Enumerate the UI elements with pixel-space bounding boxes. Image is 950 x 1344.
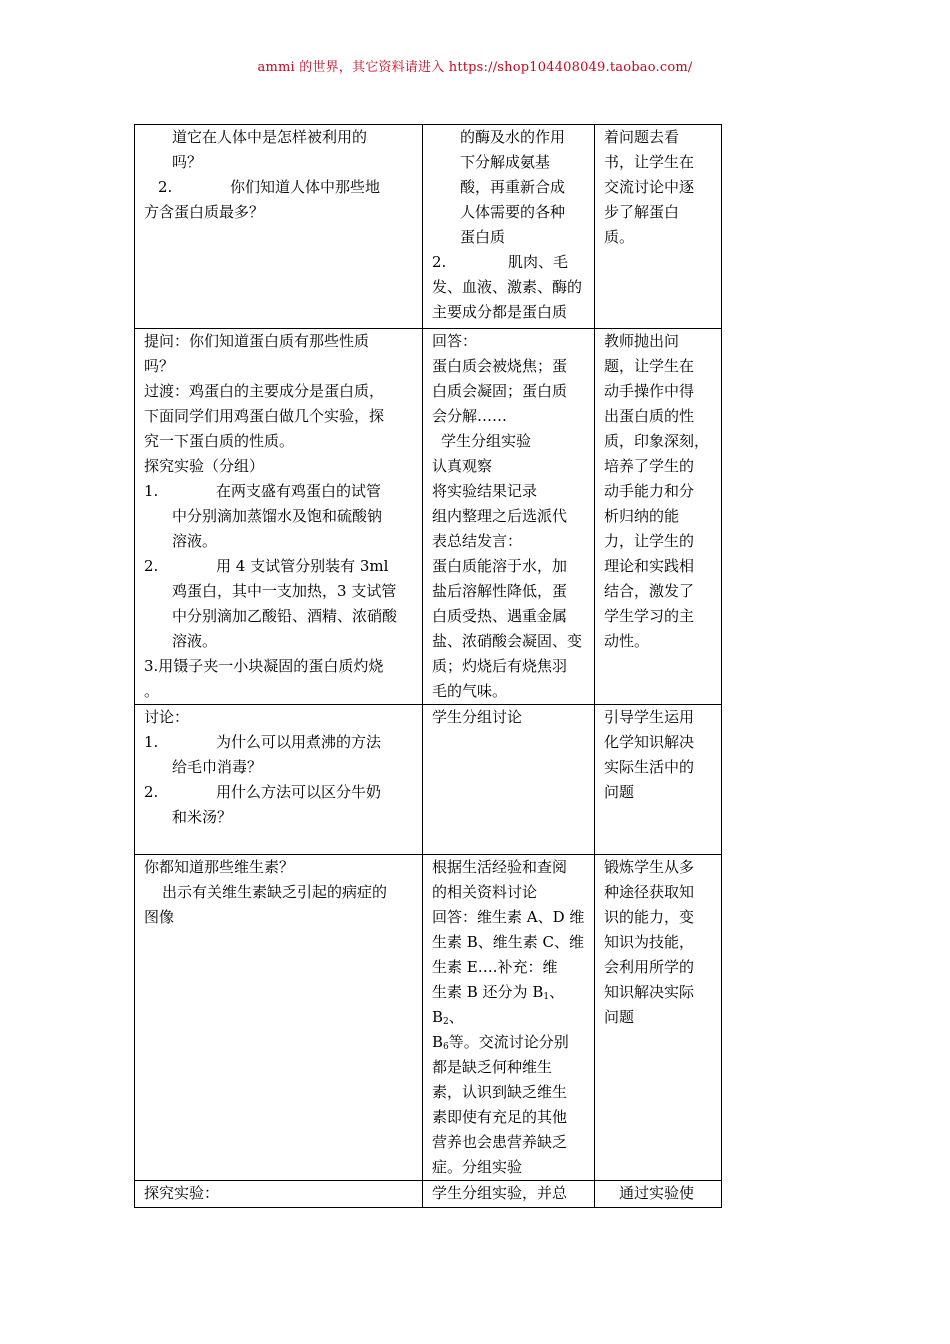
- cell-text-line: 书，让学生在: [604, 153, 695, 171]
- cell-text-line: 通过实验使: [619, 1184, 695, 1202]
- teacher-activity-cell: [135, 125, 423, 329]
- cell-text-line: 动手能力和分: [604, 482, 695, 500]
- cell-text-line: 学生分组实验: [441, 432, 532, 450]
- cell-text-line: 理论和实践相: [604, 557, 695, 575]
- subscript: 6: [443, 1042, 449, 1052]
- cell-text-line: 培养了学生的: [604, 457, 695, 475]
- cell-text-line: 回答：: [432, 332, 478, 350]
- cell-text-line: 方含蛋白质最多？: [144, 203, 265, 221]
- cell-text-line: 探究实验（分组）: [144, 457, 265, 475]
- table-row: [135, 1181, 722, 1208]
- design-intent-cell: [595, 125, 722, 329]
- cell-text-line: 下面同学们用鸡蛋白做几个实验，探: [144, 407, 385, 425]
- cell-text-line: 的酶及水的作用: [460, 128, 566, 146]
- list-number: 1.: [144, 733, 159, 751]
- cell-text-line: 交流讨论中逐: [604, 178, 695, 196]
- cell-text-line: 吗？: [172, 153, 203, 171]
- cell-text-line: 结合，激发了: [604, 582, 695, 600]
- student-activity-cell: [423, 1181, 595, 1208]
- cell-text-line: 中分别滴加乙酸铅、酒精、浓硝酸: [172, 607, 398, 625]
- cell-text-line: 锻炼学生从多: [604, 858, 695, 876]
- cell-text-line: 毛的气味。: [432, 682, 508, 700]
- cell-text-line: 白质会凝固；蛋白质: [432, 382, 568, 400]
- cell-text-line: 用什么方法可以区分牛奶: [216, 783, 382, 801]
- cell-text-line: 认真观察: [432, 457, 493, 475]
- table-row: [135, 705, 722, 855]
- cell-text-line: [432, 980, 585, 1030]
- cell-text-line: 给毛巾消毒？: [172, 758, 263, 776]
- cell-text-line: 白质受热、遇重金属: [432, 607, 568, 625]
- cell-text-line: 出蛋白质的性: [604, 407, 695, 425]
- cell-text-line: 人体需要的各种: [460, 203, 566, 221]
- cell-text-line: 会分解……: [432, 407, 508, 425]
- cell-text-line: 道它在人体中是怎样被利用的: [172, 128, 368, 146]
- cell-text-line: 为什么可以用煮沸的方法: [216, 733, 382, 751]
- cell-text-line: 识的能力，变: [604, 908, 695, 926]
- list-item: [144, 730, 413, 755]
- cell-text-line: 生素 E….补充：维: [432, 958, 558, 976]
- list-item: [144, 479, 413, 504]
- cell-text-line: 质。: [604, 228, 635, 246]
- cell-text-line: 动性。: [604, 632, 650, 650]
- cell-text-line: 吗？: [144, 357, 175, 375]
- cell-text-line: 究一下蛋白质的性质。: [144, 432, 295, 450]
- list-item: [144, 554, 413, 579]
- cell-text-line: 会利用所学的: [604, 958, 695, 976]
- cell-text-line: 生素 B、维生素 C、维: [432, 933, 585, 951]
- teacher-activity-cell: [135, 329, 423, 705]
- student-activity-cell: [423, 855, 595, 1181]
- list-item: [432, 250, 585, 275]
- cell-text-line: 探究实验：: [144, 1184, 220, 1202]
- cell-text-line: 步了解蛋白: [604, 203, 680, 221]
- student-activity-cell: [423, 329, 595, 705]
- cell-text-line: 盐、浓硝酸会凝固、变: [432, 632, 583, 650]
- cell-text-line: 的相关资料讨论: [432, 883, 538, 901]
- cell-text-line: 和米汤？: [172, 808, 233, 826]
- cell-text-line: 种途径获取知: [604, 883, 695, 901]
- cell-text-line: 讨论：: [144, 708, 190, 726]
- cell-text-line: 教师抛出问: [604, 332, 680, 350]
- cell-text-line: 你都知道那些维生素？: [144, 858, 295, 876]
- cell-text-line: 回答：维生素 A、D 维: [432, 908, 585, 926]
- table-row: [135, 125, 722, 329]
- list-number: 2.: [432, 253, 447, 271]
- cell-text-line: 用 4 支试管分别装有 3ml: [216, 557, 389, 575]
- cell-text-line: 学生分组实验，并总: [432, 1184, 568, 1202]
- table-row: [135, 329, 722, 705]
- list-number: 2.: [144, 557, 159, 575]
- cell-text-line: 蛋白质: [460, 228, 506, 246]
- teacher-activity-cell: [135, 1181, 423, 1208]
- cell-text-line: 将实验结果记录: [432, 482, 538, 500]
- text-run: B: [432, 1033, 444, 1051]
- cell-text-line: [432, 1030, 585, 1055]
- cell-text-line: 组内整理之后选派代: [432, 507, 568, 525]
- subscript: 1: [543, 992, 550, 1002]
- cell-text-line: 质，印象深刻，: [604, 432, 710, 450]
- list-item: [144, 175, 413, 200]
- cell-text-line: 过渡：鸡蛋白的主要成分是蛋白质，: [144, 382, 385, 400]
- cell-text-line: 素，认识到缺乏维生: [432, 1083, 568, 1101]
- cell-text-line: 盐后溶解性降低，蛋: [432, 582, 568, 600]
- design-intent-cell: [595, 705, 722, 855]
- cell-text-line: 。: [144, 682, 160, 700]
- cell-text-line: 动手操作中得: [604, 382, 695, 400]
- list-number: 2.: [144, 783, 159, 801]
- cell-text-line: 学生分组讨论: [432, 708, 523, 726]
- student-activity-cell: [423, 125, 595, 329]
- teacher-activity-cell: [135, 705, 423, 855]
- cell-text-line: 你们知道人体中那些地: [230, 178, 381, 196]
- cell-text-line: 题，让学生在: [604, 357, 695, 375]
- cell-text-line: 图像: [144, 908, 175, 926]
- cell-text-line: 蛋白质能溶于水，加: [432, 557, 568, 575]
- cell-text-line: 3.用镊子夹一小块凝固的蛋白质灼烧: [144, 657, 384, 675]
- design-intent-cell: [595, 329, 722, 705]
- cell-text-line: 学生学习的主: [604, 607, 695, 625]
- cell-text-line: 主要成分都是蛋白质: [432, 303, 568, 321]
- cell-text-line: 素即使有充足的其他: [432, 1108, 568, 1126]
- list-item: [144, 780, 413, 805]
- text-run: 、B: [432, 983, 565, 1026]
- text-run: 等。交流讨论分别: [448, 1033, 569, 1051]
- cell-text-line: 都是缺乏何种维生: [432, 1058, 553, 1076]
- cell-text-line: 实际生活中的: [604, 758, 695, 776]
- table-row: [135, 855, 722, 1181]
- lesson-plan-table: [134, 124, 722, 1208]
- text-run: 生素 B 还分为 B: [432, 983, 544, 1001]
- cell-text-line: 中分别滴加蒸馏水及饱和硫酸钠: [172, 507, 383, 525]
- cell-text-line: 酸，再重新合成: [460, 178, 566, 196]
- cell-text-line: 问题: [604, 783, 635, 801]
- design-intent-cell: [595, 855, 722, 1181]
- subscript: 2: [443, 1017, 449, 1027]
- cell-text-line: 力，让学生的: [604, 532, 695, 550]
- student-activity-cell: [423, 705, 595, 855]
- cell-text-line: 肌肉、毛: [508, 253, 569, 271]
- teacher-activity-cell: [135, 855, 423, 1181]
- list-number: 2.: [158, 178, 173, 196]
- cell-text-line: 鸡蛋白，其中一支加热，3 支试管: [172, 582, 397, 600]
- cell-text-line: 下分解成氨基: [460, 153, 551, 171]
- cell-text-line: 问题: [604, 1008, 635, 1026]
- cell-text-line: 析归纳的能: [604, 507, 680, 525]
- cell-text-line: 症。分组实验: [432, 1158, 523, 1176]
- cell-text-line: 溶液。: [172, 632, 218, 650]
- cell-text-line: 知识为技能，: [604, 933, 695, 951]
- cell-text-line: 出示有关维生素缺乏引起的病症的: [162, 883, 388, 901]
- cell-text-line: 提问：你们知道蛋白质有那些性质: [144, 332, 370, 350]
- cell-text-line: 知识解决实际: [604, 983, 695, 1001]
- cell-text-line: 化学知识解决: [604, 733, 695, 751]
- cell-text-line: 根据生活经验和查阅: [432, 858, 568, 876]
- cell-text-line: 质；灼烧后有烧焦羽: [432, 657, 568, 675]
- cell-text-line: 溶液。: [172, 532, 218, 550]
- list-number: 1.: [144, 482, 159, 500]
- design-intent-cell: [595, 1181, 722, 1208]
- cell-text-line: 营养也会患营养缺乏: [432, 1133, 568, 1151]
- cell-text-line: 表总结发言：: [432, 532, 523, 550]
- cell-text-line: 引导学生运用: [604, 708, 695, 726]
- text-run: 、: [448, 1008, 464, 1026]
- header-watermark-text: ammi 的世界，其它资料请进入 https://shop104408049.taobao.com/: [257, 60, 693, 75]
- cell-text-line: 发、血液、激素、酶的: [432, 278, 583, 296]
- cell-text-line: 着问题去看: [604, 128, 680, 146]
- cell-text-line: 蛋白质会被烧焦；蛋: [432, 357, 568, 375]
- cell-text-line: 在两支盛有鸡蛋白的试管: [216, 482, 382, 500]
